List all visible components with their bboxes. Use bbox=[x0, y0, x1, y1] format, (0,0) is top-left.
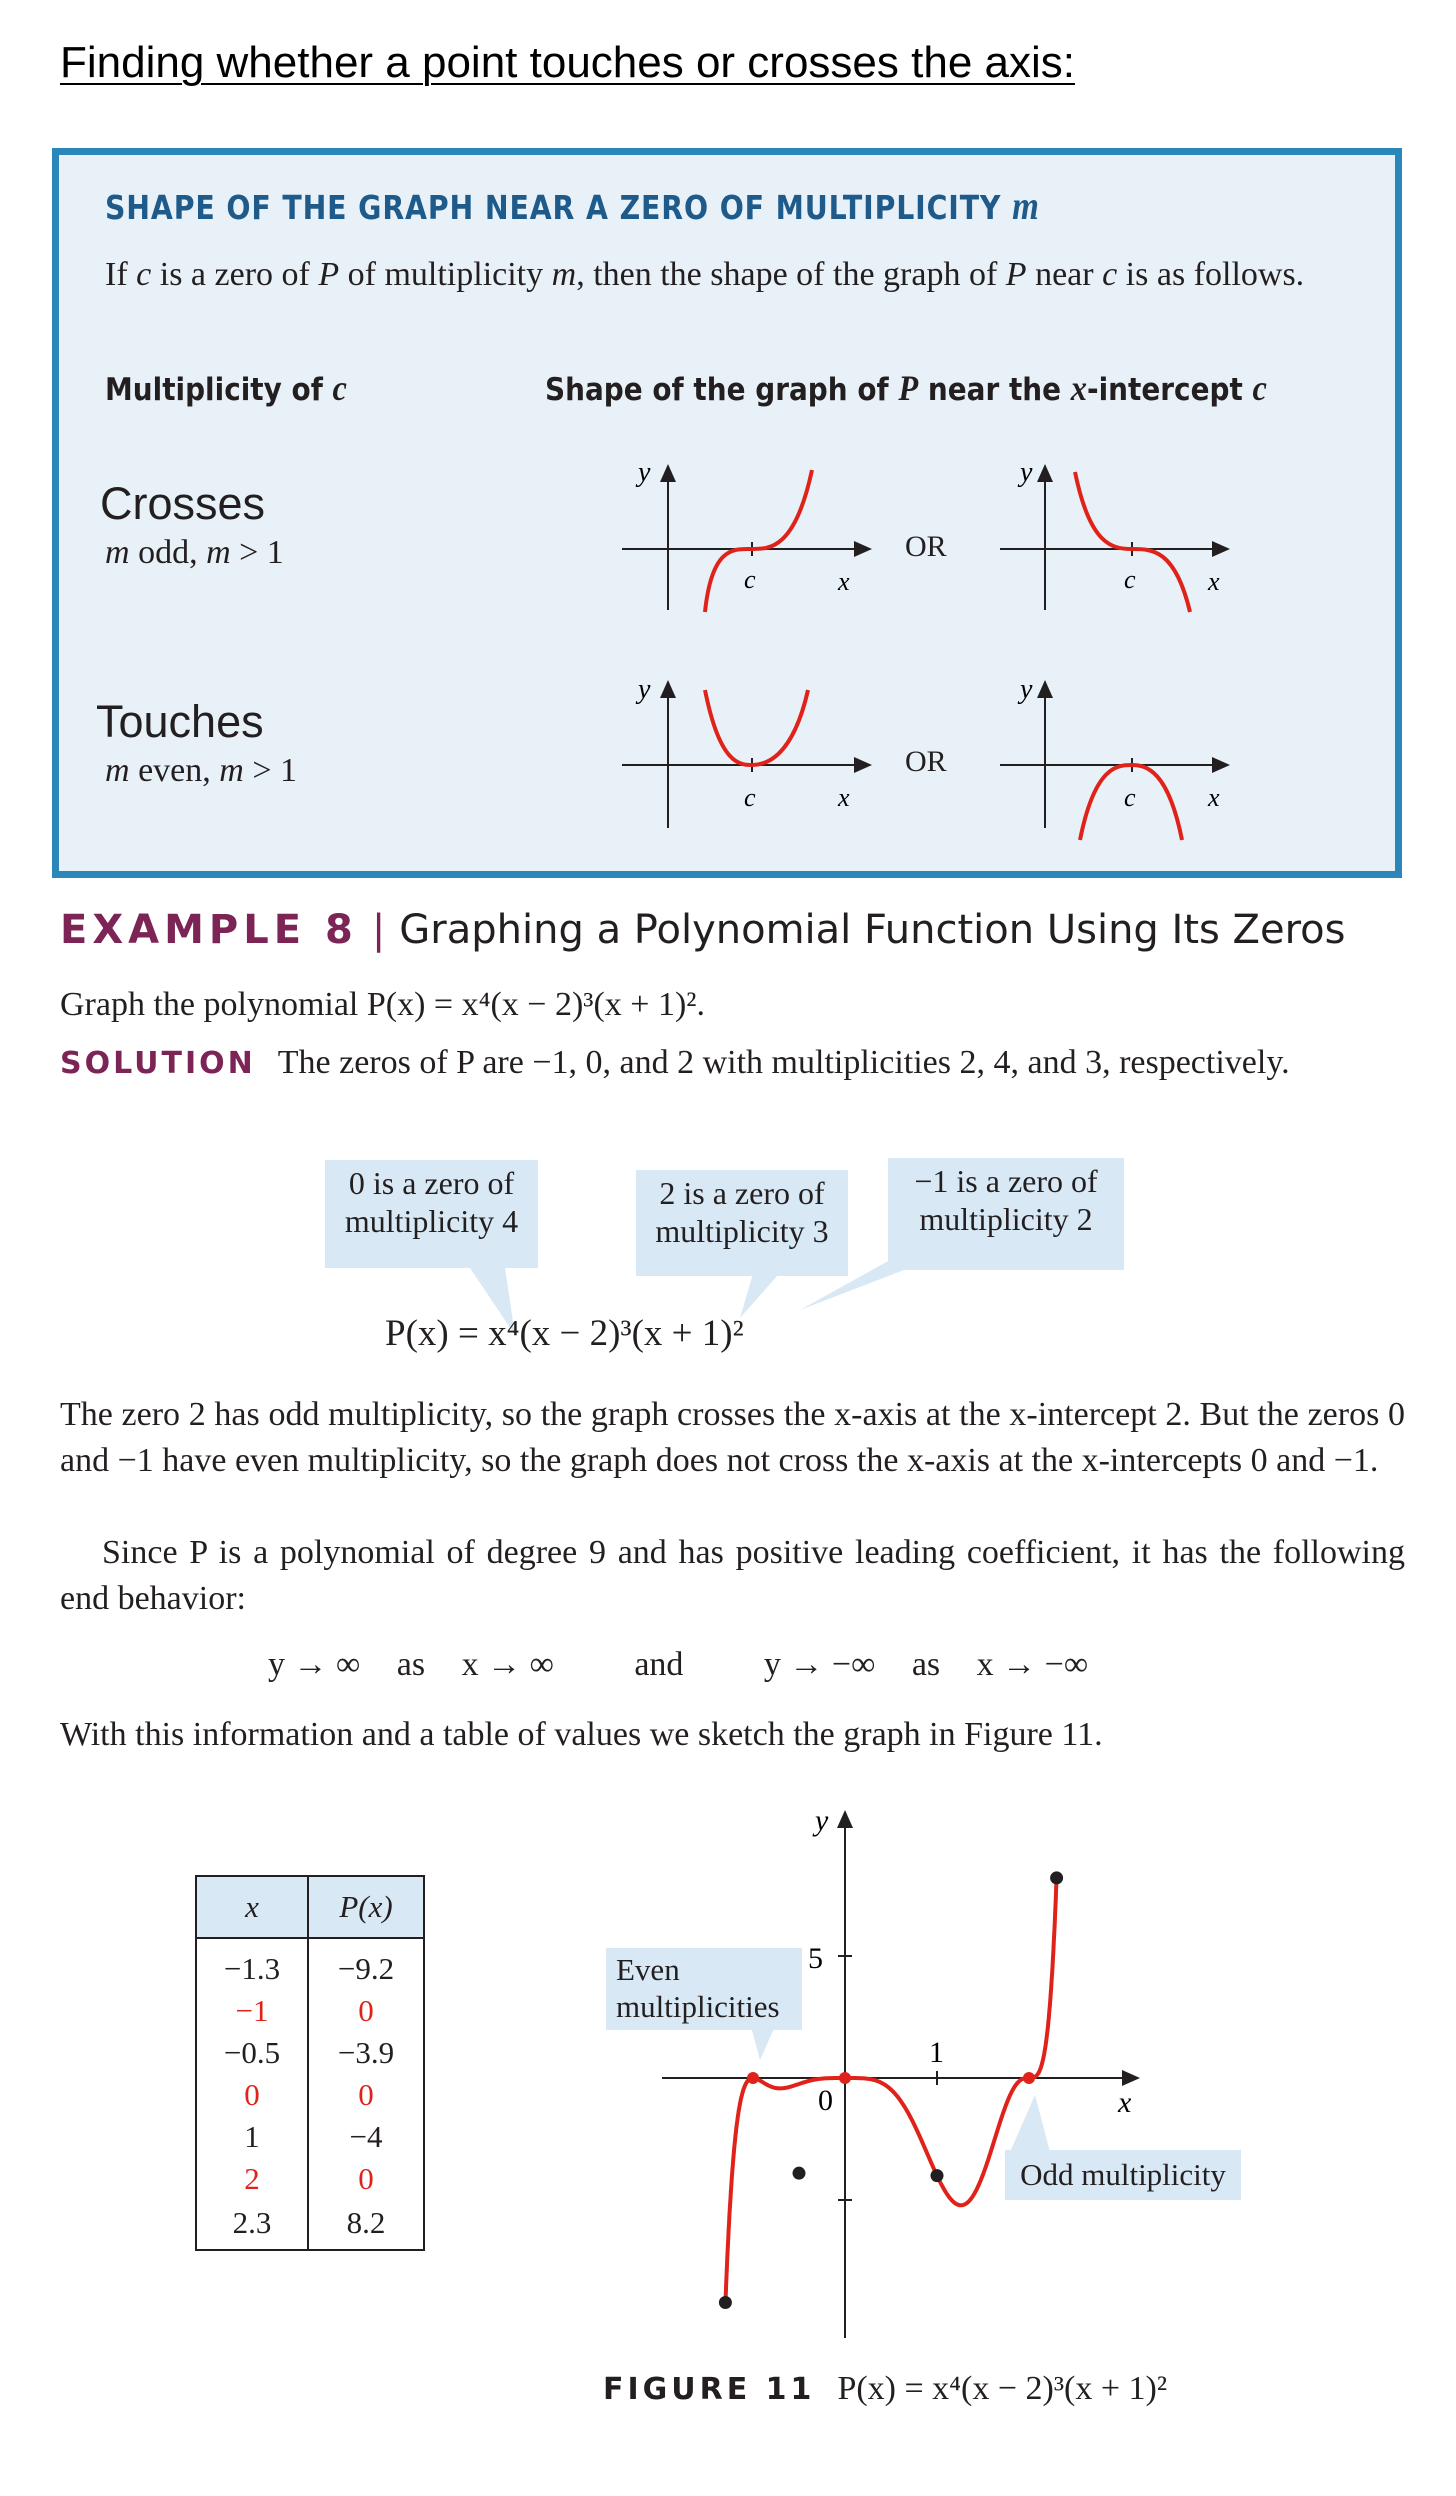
eb-as1: as bbox=[396, 1646, 426, 1683]
table-cell-x: −0.5 bbox=[196, 2030, 308, 2072]
odd-callout-pointer bbox=[1010, 2095, 1050, 2152]
eb-d: x → −∞ bbox=[976, 1646, 1089, 1683]
table-cell-p: 0 bbox=[358, 2161, 374, 2196]
col1-var: c bbox=[332, 368, 347, 408]
even-line2: multiplicities bbox=[616, 1989, 780, 2024]
polynomial-curve bbox=[725, 1877, 1056, 2303]
row-label-crosses: Crosses bbox=[100, 478, 266, 529]
zero-marker bbox=[839, 2072, 851, 2084]
callout-2-line1: −1 is a zero of bbox=[914, 1163, 1098, 1199]
shape-diagrams bbox=[0, 0, 1456, 900]
or-label-1: OR bbox=[905, 530, 947, 563]
col2-1: P bbox=[898, 368, 919, 408]
figure-caption-formula: P(x) = x⁴(x − 2)³(x + 1)² bbox=[837, 2370, 1168, 2407]
cond-var2-0: m bbox=[206, 534, 231, 571]
table-cell-p: −3.9 bbox=[337, 2035, 395, 2070]
cond-var-1: m bbox=[105, 752, 130, 789]
table-point bbox=[931, 2169, 944, 2182]
col2-4: -intercept bbox=[1087, 372, 1253, 408]
graph-crosses-increasing bbox=[622, 457, 870, 612]
callout-1-line1: 2 is a zero of bbox=[659, 1175, 825, 1211]
g4-x: x bbox=[1208, 783, 1220, 812]
example-title bbox=[60, 907, 1345, 953]
fig-axis-x: x bbox=[1118, 2086, 1132, 2119]
fig-origin: 0 bbox=[818, 2084, 833, 2117]
g1-x: x bbox=[838, 567, 850, 596]
col2-5: c bbox=[1252, 368, 1267, 408]
desc-1: c bbox=[136, 256, 152, 293]
figure-caption-label: FIGURE 11 bbox=[603, 2372, 816, 2407]
eb-and: and bbox=[634, 1646, 684, 1683]
desc-7: P bbox=[1005, 256, 1027, 293]
callout-1-line2: multiplicity 3 bbox=[655, 1213, 829, 1249]
table-cell-x: −1 bbox=[196, 1988, 308, 2030]
table-header-x: x bbox=[196, 1876, 308, 1938]
fig-tick-y-label: 5 bbox=[808, 1942, 823, 1975]
g4-y: y bbox=[1020, 674, 1033, 705]
table-cell-p: −9.2 bbox=[337, 1951, 395, 1986]
figure-caption bbox=[603, 2370, 1167, 2408]
box-title-text: SHAPE OF THE GRAPH NEAR A ZERO OF MULTIPLICITY bbox=[105, 188, 1013, 227]
desc-3: P bbox=[318, 256, 340, 293]
table-point bbox=[1050, 1871, 1063, 1884]
fig-tick-x-label: 1 bbox=[929, 2036, 944, 2069]
fig-axis-y: y bbox=[815, 1804, 829, 1837]
g2-y: y bbox=[1020, 457, 1033, 488]
cond-rel-0: > 1 bbox=[230, 534, 284, 571]
example-separator: | bbox=[371, 907, 386, 953]
callout-zero-0 bbox=[325, 1160, 538, 1268]
callout-zero-2 bbox=[636, 1170, 848, 1276]
callout-2-line2: multiplicity 2 bbox=[919, 1201, 1093, 1237]
callout-zero-minus-1 bbox=[888, 1158, 1124, 1270]
desc-8: near bbox=[1026, 256, 1103, 293]
even-line1: Even bbox=[616, 1952, 680, 1987]
g2-c: c bbox=[1124, 565, 1136, 594]
callout-odd-multiplicity: Odd multiplicity bbox=[1005, 2150, 1241, 2200]
graph-touches-minimum bbox=[622, 674, 870, 828]
g4-c: c bbox=[1124, 783, 1136, 812]
cond-text-1: even, bbox=[129, 752, 220, 789]
table-cell-p: −4 bbox=[349, 2119, 383, 2154]
desc-2: is a zero of bbox=[151, 256, 319, 293]
desc-9: c bbox=[1102, 256, 1118, 293]
cond-var-0: m bbox=[105, 534, 130, 571]
paragraph-degree: Since P is a polynomial of degree 9 and has positive leading coefficient, it has the following end behavior: bbox=[60, 1534, 1405, 1617]
example-prompt: Graph the polynomial P(x) = x⁴(x − 2)³(x + 1)². bbox=[60, 986, 705, 1023]
table-cell-x: 0 bbox=[196, 2072, 308, 2114]
desc-5: m bbox=[551, 256, 577, 293]
table-cell-x: 1 bbox=[196, 2114, 308, 2156]
graph-touches-maximum bbox=[1000, 674, 1228, 840]
callout-0-line2: multiplicity 4 bbox=[344, 1203, 519, 1239]
desc-6: , then the shape of the graph of bbox=[576, 256, 1006, 293]
eb-a: y → ∞ bbox=[268, 1646, 361, 1683]
graph-axes bbox=[662, 1812, 1138, 2338]
col2-2: near the bbox=[918, 372, 1071, 408]
example-heading: Graphing a Polynomial Function Using Its Zeros bbox=[399, 907, 1346, 953]
g3-c: c bbox=[744, 783, 756, 812]
page-heading: Finding whether a point touches or crosses the axis: bbox=[60, 38, 1075, 87]
table-cell-p: 8.2 bbox=[346, 2205, 386, 2240]
table-point bbox=[793, 2167, 806, 2180]
solution-label: SOLUTION bbox=[60, 1046, 256, 1081]
graph-crosses-decreasing bbox=[1000, 457, 1228, 612]
paragraph-figure-ref: With this information and a table of values we sketch the graph in Figure 11. bbox=[60, 1716, 1103, 1753]
cond-rel-1: > 1 bbox=[243, 752, 297, 789]
or-label-2: OR bbox=[905, 745, 947, 778]
zero-marker bbox=[1023, 2072, 1035, 2084]
desc-10: is as follows. bbox=[1117, 256, 1305, 293]
col1-text: Multiplicity of bbox=[105, 372, 333, 408]
table-cell-p: 0 bbox=[358, 2077, 374, 2112]
col2-0: Shape of the graph of bbox=[545, 372, 899, 408]
solution-paragraph bbox=[60, 1040, 1400, 1087]
example-label: EXAMPLE 8 bbox=[60, 907, 358, 953]
row-label-touches: Touches bbox=[96, 696, 264, 747]
zero-marker bbox=[747, 2072, 759, 2084]
col2-3: x bbox=[1070, 368, 1088, 408]
g3-x: x bbox=[838, 783, 850, 812]
solution-text: The zeros of P are −1, 0, and 2 with multiplicities 2, 4, and 3, respectively. bbox=[277, 1044, 1290, 1081]
eb-as2: as bbox=[911, 1646, 941, 1683]
cond-text-0: odd, bbox=[129, 534, 207, 571]
eb-b: x → ∞ bbox=[461, 1646, 554, 1683]
g1-y: y bbox=[638, 457, 651, 488]
g3-y: y bbox=[638, 674, 651, 705]
paragraph-multiplicity: The zero 2 has odd multiplicity, so the graph crosses the x-axis at the x-intercept 2. But the zeros 0 and −1 have even multiplicity, so the graph does not cross the x-axis at the x-intercepts 0 and −1. bbox=[60, 1396, 1405, 1479]
table-point bbox=[719, 2296, 732, 2309]
table-cell-p: 0 bbox=[358, 1993, 374, 2028]
g2-x: x bbox=[1208, 567, 1220, 596]
cond-var2-1: m bbox=[219, 752, 244, 789]
polynomial-graph bbox=[0, 1780, 1456, 2380]
callout-even-multiplicities bbox=[606, 1948, 802, 2030]
end-behavior bbox=[268, 1642, 1088, 1688]
desc-4: of multiplicity bbox=[339, 256, 552, 293]
desc-0: If bbox=[105, 256, 137, 293]
eb-c: y → −∞ bbox=[763, 1646, 876, 1683]
g1-c: c bbox=[744, 565, 756, 594]
factored-formula: P(x) = x⁴(x − 2)³(x + 1)² bbox=[385, 1313, 744, 1354]
callout-0-line1: 0 is a zero of bbox=[348, 1165, 515, 1201]
box-title-var: m bbox=[1012, 183, 1040, 228]
table-header-px: P(x) bbox=[339, 1889, 393, 1924]
table-cell-x: 2.3 bbox=[196, 2198, 308, 2250]
table-cell-x: 2 bbox=[196, 2156, 308, 2198]
table-cell-x: −1.3 bbox=[196, 1938, 308, 1988]
